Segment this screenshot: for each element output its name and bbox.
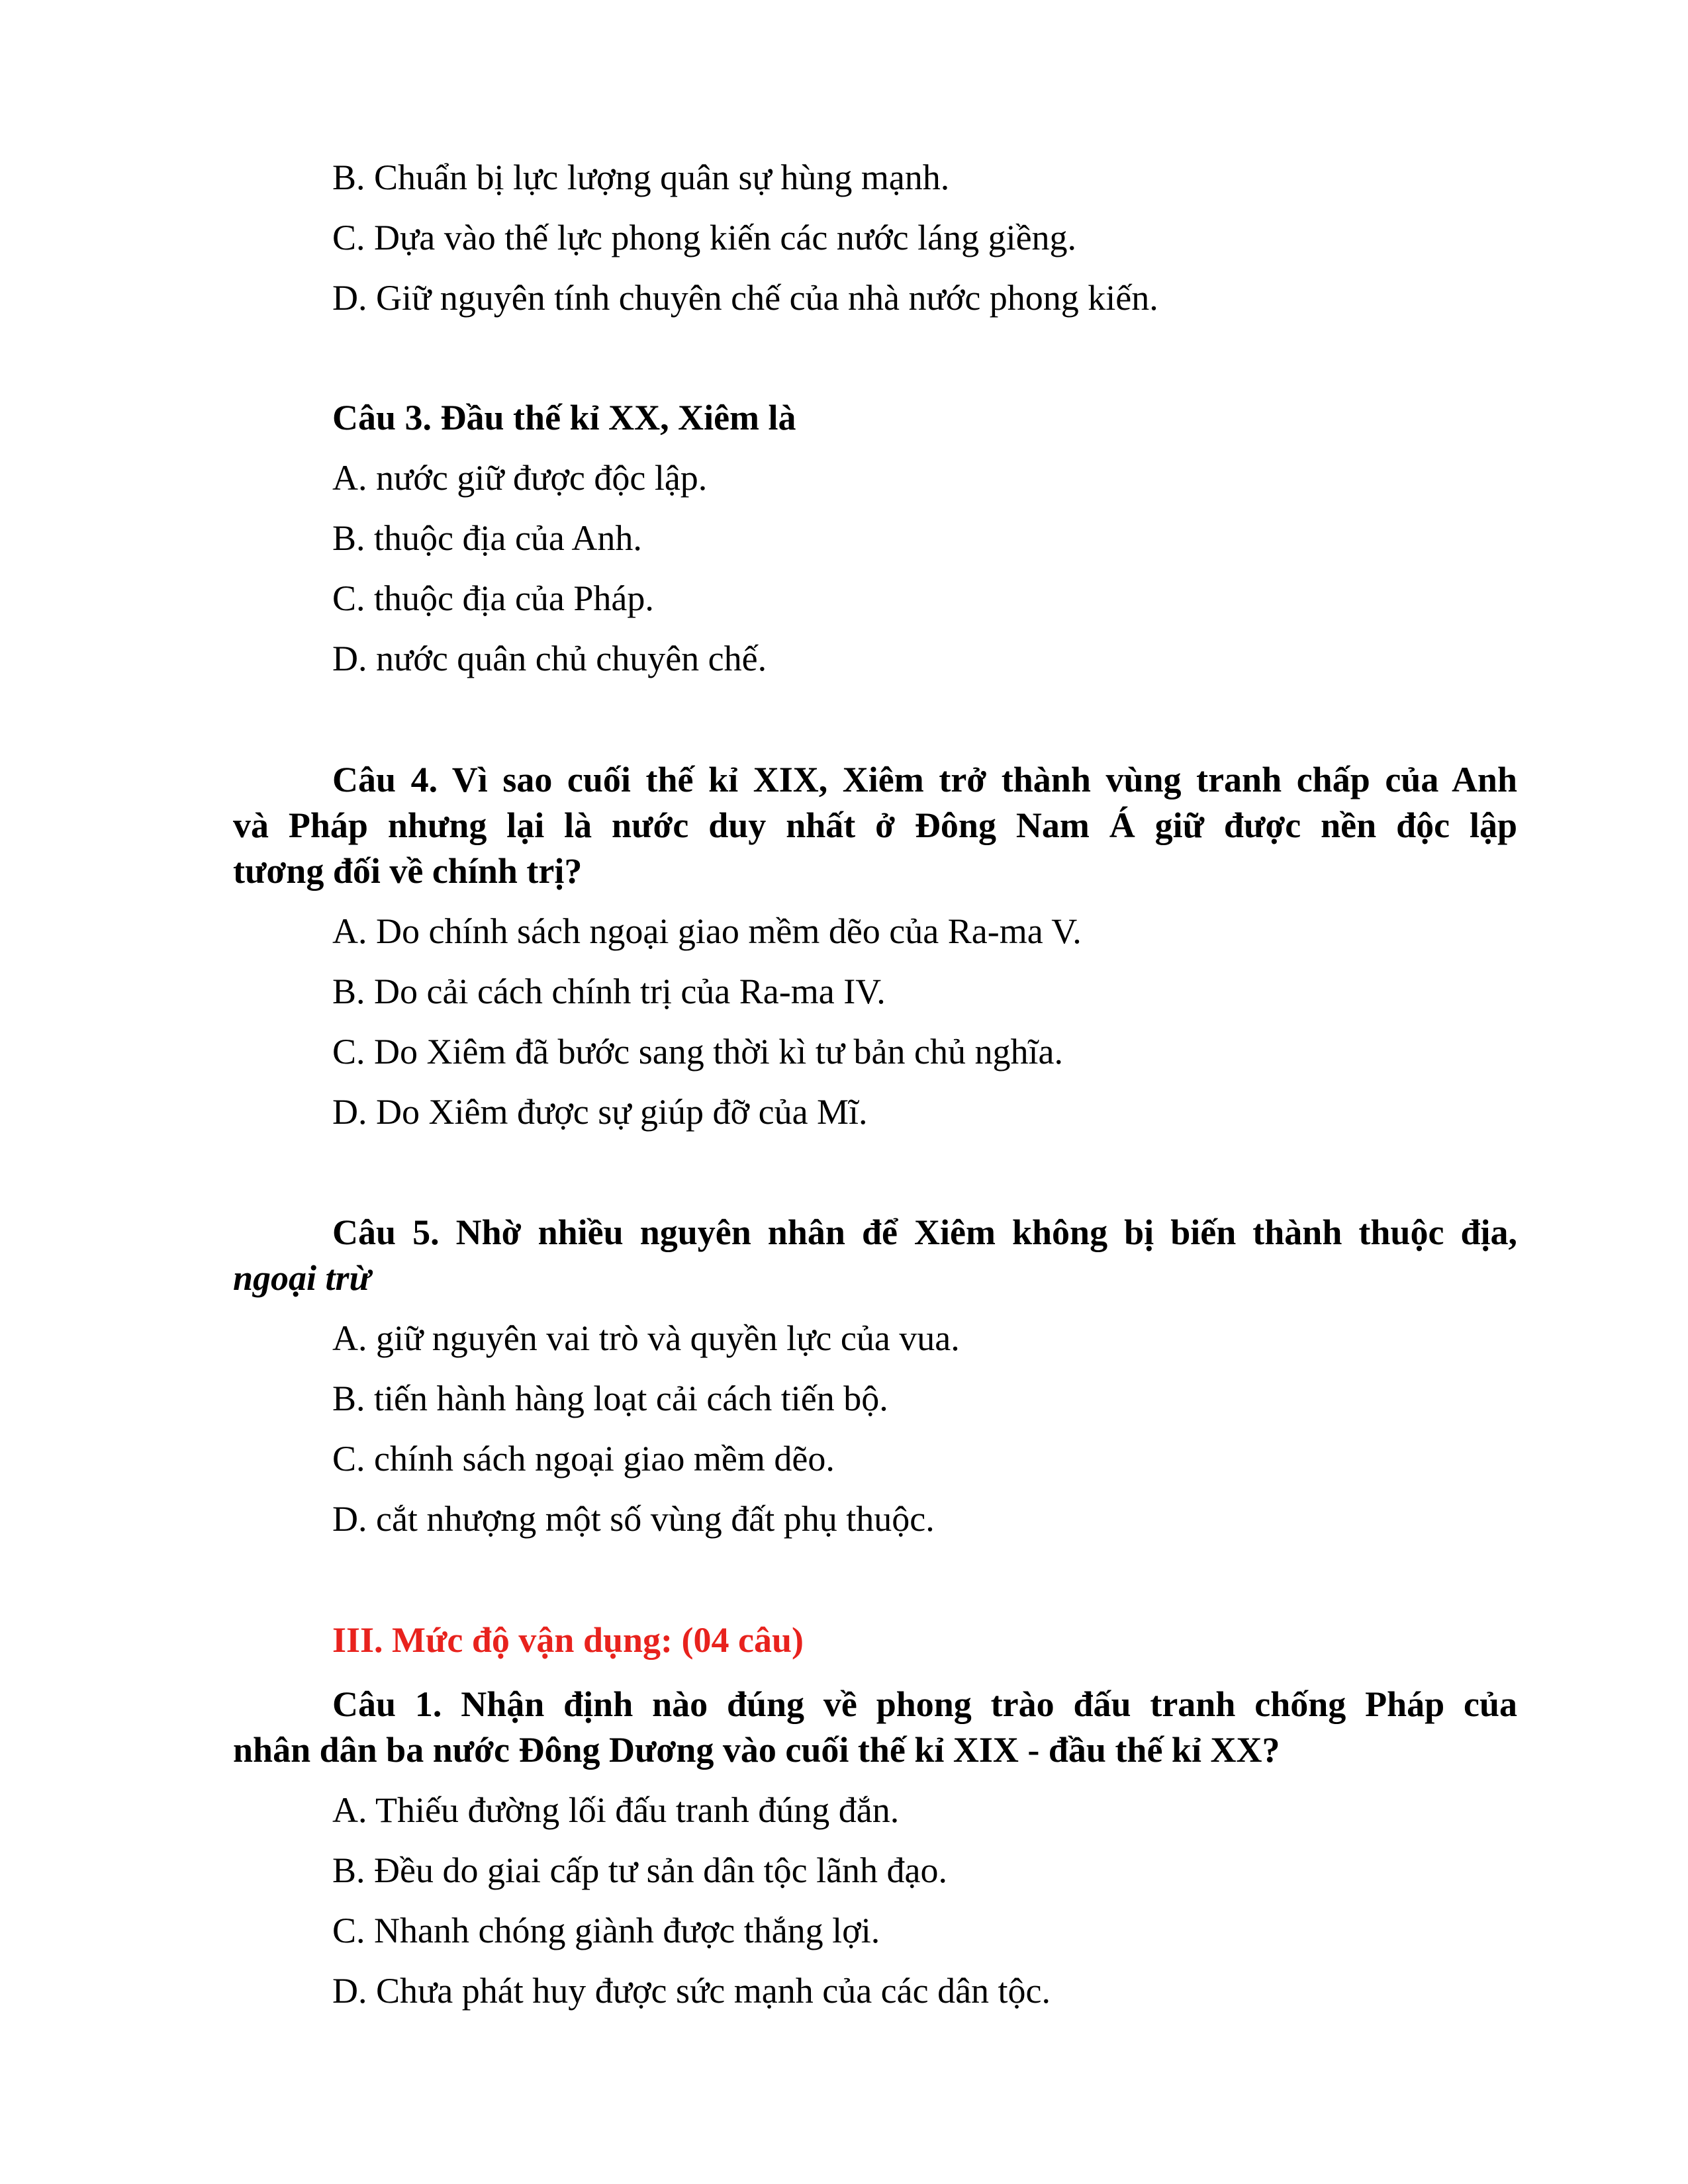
q5-option-c: C. chính sách ngoại giao mềm dẽo. [332,1439,835,1479]
q4-option-d: D. Do Xiêm được sự giúp đỡ của Mĩ. [332,1092,868,1132]
s3q1-stem-line-2: nhân dân ba nước Đông Dương vào cuối thế kỉ XIX - đầu thế kỉ XX? [233,1730,1280,1770]
q3-option-b: B. thuộc địa của Anh. [332,518,642,558]
q4-option-b: B. Do cải cách chính trị của Ra-ma IV. [332,972,886,1011]
section-3-heading: III. Mức độ vận dụng: (04 câu) [332,1620,804,1660]
q3-option-d: D. nước quân chủ chuyên chế. [332,639,767,678]
q4-option-c: C. Do Xiêm đã bước sang thời kì tư bản chủ nghĩa. [332,1032,1063,1071]
q3-option-a: A. nước giữ được độc lập. [332,458,708,498]
s3q1-stem-line-1: Câu 1. Nhận định nào đúng về phong trào đấu tranh chống Pháp của [332,1684,1517,1724]
q4-stem-line-3: tương đối về chính trị? [233,851,583,891]
s3q1-option-d: D. Chưa phát huy được sức mạnh của các dân tộc. [332,1971,1051,2011]
q4-option-a: A. Do chính sách ngoại giao mềm dẽo của Ra-ma V. [332,911,1082,951]
s3q1-option-a: A. Thiếu đường lối đấu tranh đúng đắn. [332,1790,900,1830]
q2-option-c: C. Dựa vào thế lực phong kiến các nước láng giềng. [332,218,1077,257]
q4-stem-line-2: và Pháp nhưng lại là nước duy nhất ở Đông Nam Á giữ được nền độc lập [233,805,1517,845]
q2-option-b: B. Chuẩn bị lực lượng quân sự hùng mạnh. [332,158,950,197]
q5-stem-line-1: Câu 5. Nhờ nhiều nguyên nhân để Xiêm không bị biến thành thuộc địa, [332,1212,1517,1252]
q5-option-a: A. giữ nguyên vai trò và quyền lực của vua. [332,1318,960,1358]
q3-stem: Câu 3. Đầu thế kỉ XX, Xiêm là [332,398,796,437]
q5-option-b: B. tiến hành hàng loạt cải cách tiến bộ. [332,1379,888,1418]
q5-stem-emphasis: ngoại trừ [233,1258,371,1298]
q2-option-d: D. Giữ nguyên tính chuyên chế của nhà nước phong kiến. [332,278,1158,318]
q5-option-d: D. cắt nhượng một số vùng đất phụ thuộc. [332,1499,935,1539]
q4-stem-line-1: Câu 4. Vì sao cuối thế kỉ XIX, Xiêm trở thành vùng tranh chấp của Anh [332,760,1517,799]
s3q1-option-b: B. Đều do giai cấp tư sản dân tộc lãnh đạo. [332,1850,948,1890]
s3q1-option-c: C. Nhanh chóng giành được thắng lợi. [332,1911,880,1950]
q3-option-c: C. thuộc địa của Pháp. [332,578,654,618]
